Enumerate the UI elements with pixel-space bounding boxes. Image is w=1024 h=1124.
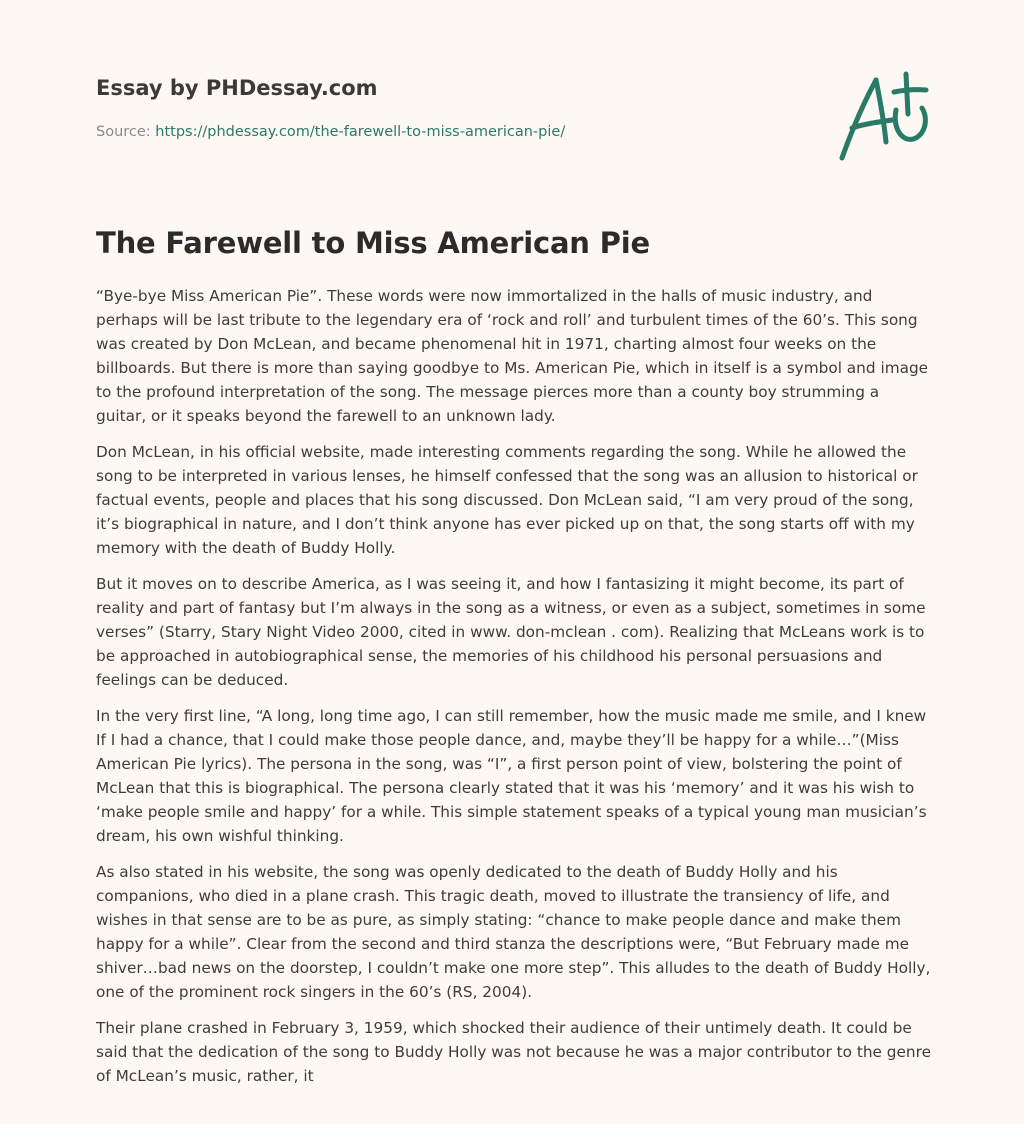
essay-paragraph: Their plane crashed in February 3, 1959, which shocked their audience of their untimely death. It could be said that the dedication of the song to Buddy Holly was not because he was a major contributor to the genre of McLean’s music, rather, it	[96, 1019, 931, 1085]
essay-paragraph: In the very first line, “A long, long time ago, I can still remember, how the music made me smile, and I knew If I had a chance, that I could make those people dance, and, maybe they’ll be happy for a while…”(Miss American Pie lyrics). The persona in the song, was “I”, a first person point of view, bolstering the point of McLean that this is biographical. The persona clearly stated that it was his ‘memory’ and it was his wish to ‘make people smile and happy’ for a while. This simple statement speaks of a typical young man musician’s dream, his own wishful thinking.	[96, 707, 927, 845]
a-plus-logo-icon	[830, 68, 932, 164]
site-title: Essay by PHDessay.com	[96, 76, 378, 100]
essay-paragraph: Don McLean, in his official website, made interesting comments regarding the song. While he allowed the song to be interpreted in various lenses, he himself confessed that the song was an allusion to historical or factual events, people and places that his song discussed. Don McLean said, “I am very proud of the song, it’s biographical in nature, and I don’t think anyone has ever picked up on that, the song starts off with my memory with the death of Buddy Holly.	[96, 443, 918, 557]
page-header	[96, 0, 928, 190]
essay-title: The Farewell to Miss American Pie	[96, 226, 650, 260]
source-line	[96, 124, 565, 140]
source-link[interactable]: https://phdessay.com/the-farewell-to-miss-american-pie/	[155, 124, 566, 140]
essay-body	[96, 284, 932, 1100]
essay-paragraph: As also stated in his website, the song was openly dedicated to the death of Buddy Holly and his companions, who died in a plane crash. This tragic death, moved to illustrate the transiency of life, and wishes in that sense are to be as pure, as simply stating: “chance to make people dance and make them happy for a while”. Clear from the second and third stanza the descriptions were, “But February made me shiver…bad news on the doorstep, I couldn’t make one more step”. This alludes to the death of Buddy Holly, one of the prominent rock singers in the 60’s (RS, 2004).	[96, 863, 931, 1001]
source-label: Source:	[96, 124, 151, 140]
essay-paragraph: “Bye-bye Miss American Pie”. These words were now immortalized in the halls of music industry, and perhaps will be last tribute to the legendary era of ‘rock and roll’ and turbulent times of the 60’s. This song was created by Don McLean, and became phenomenal hit in 1971, charting almost four weeks on the billboards. But there is more than saying goodbye to Ms. American Pie, which in itself is a symbol and image to the profound interpretation of the song. The message pierces more than a county boy strumming a guitar, or it speaks beyond the farewell to an unknown lady.	[96, 287, 929, 425]
essay-paragraph: But it moves on to describe America, as I was seeing it, and how I fantasizing it might become, its part of reality and part of fantasy but I’m always in the song as a witness, or even as a subject, sometimes in some verses” (Starry, Stary Night Video 2000, cited in www. don-mclean . com). Realizing that McLeans work is to be approached in autobiographical sense, the memories of his childhood his personal persuasions and feelings can be deduced.	[96, 575, 926, 689]
